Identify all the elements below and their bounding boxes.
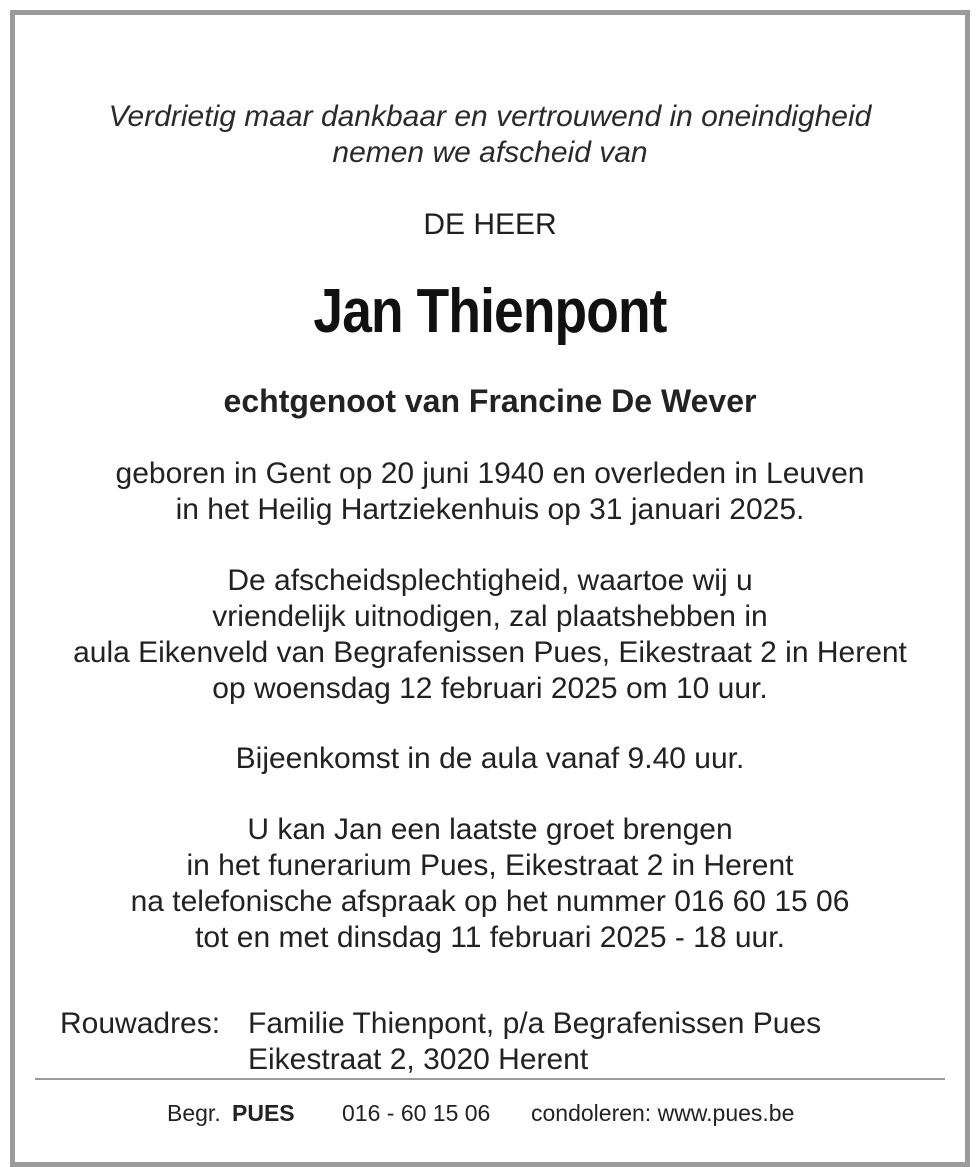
ceremony-line-1: De afscheidsplechtigheid, waartoe wij u [227, 564, 753, 597]
birth-death-line-2: in het Heilig Hartziekenhuis op 31 januari 2025. [175, 493, 805, 526]
visitation-line-2: in het funerarium Pues, Eikestraat 2 in Herent [186, 849, 794, 882]
spouse-line: echtgenoot van Francine De Wever [223, 383, 757, 419]
ceremony-line-2: vriendelijk uitnodigen, zal plaatshebben in [212, 600, 768, 633]
intro-line-2: nemen we afscheid van [332, 136, 648, 169]
birth-death-line-1: geboren in Gent op 20 juni 1940 en overleden in Leuven [115, 457, 865, 490]
ceremony-line-3: aula Eikenveld van Begrafenissen Pues, Eikestraat 2 in Herent [73, 636, 907, 669]
footer-prefix: Begr. [167, 1100, 221, 1126]
footer-phone: 016 - 60 15 06 [342, 1100, 491, 1126]
intro-line-1: Verdrietig maar dankbaar en vertrouwend in oneindigheid [108, 100, 872, 133]
mourning-address-label: Rouwadres: [60, 1007, 221, 1040]
mourning-address-line-2: Eikestraat 2, 3020 Herent [248, 1043, 589, 1076]
footer-condolence-link[interactable]: condoleren: www.pues.be [531, 1100, 795, 1126]
visitation-line-4: tot en met dinsdag 11 februari 2025 - 18 uur. [195, 921, 785, 954]
mourning-address-line-1: Familie Thienpont, p/a Begrafenissen Pues [248, 1007, 822, 1040]
ceremony-line-4: op woensdag 12 februari 2025 om 10 uur. [212, 672, 768, 705]
deceased-name: Jan Thienpont [313, 277, 667, 346]
footer-divider [35, 1078, 945, 1080]
obituary-frame [10, 10, 970, 1167]
gathering-line: Bijeenkomst in de aula vanaf 9.40 uur. [235, 742, 745, 775]
obituary-content [15, 15, 965, 1162]
footer-company: PUES [232, 1100, 295, 1126]
visitation-line-3: na telefonische afspraak op het nummer 016 60 15 06 [130, 885, 850, 918]
visitation-line-1: U kan Jan een laatste groet brengen [247, 813, 733, 846]
honorific: DE HEER [423, 208, 557, 241]
